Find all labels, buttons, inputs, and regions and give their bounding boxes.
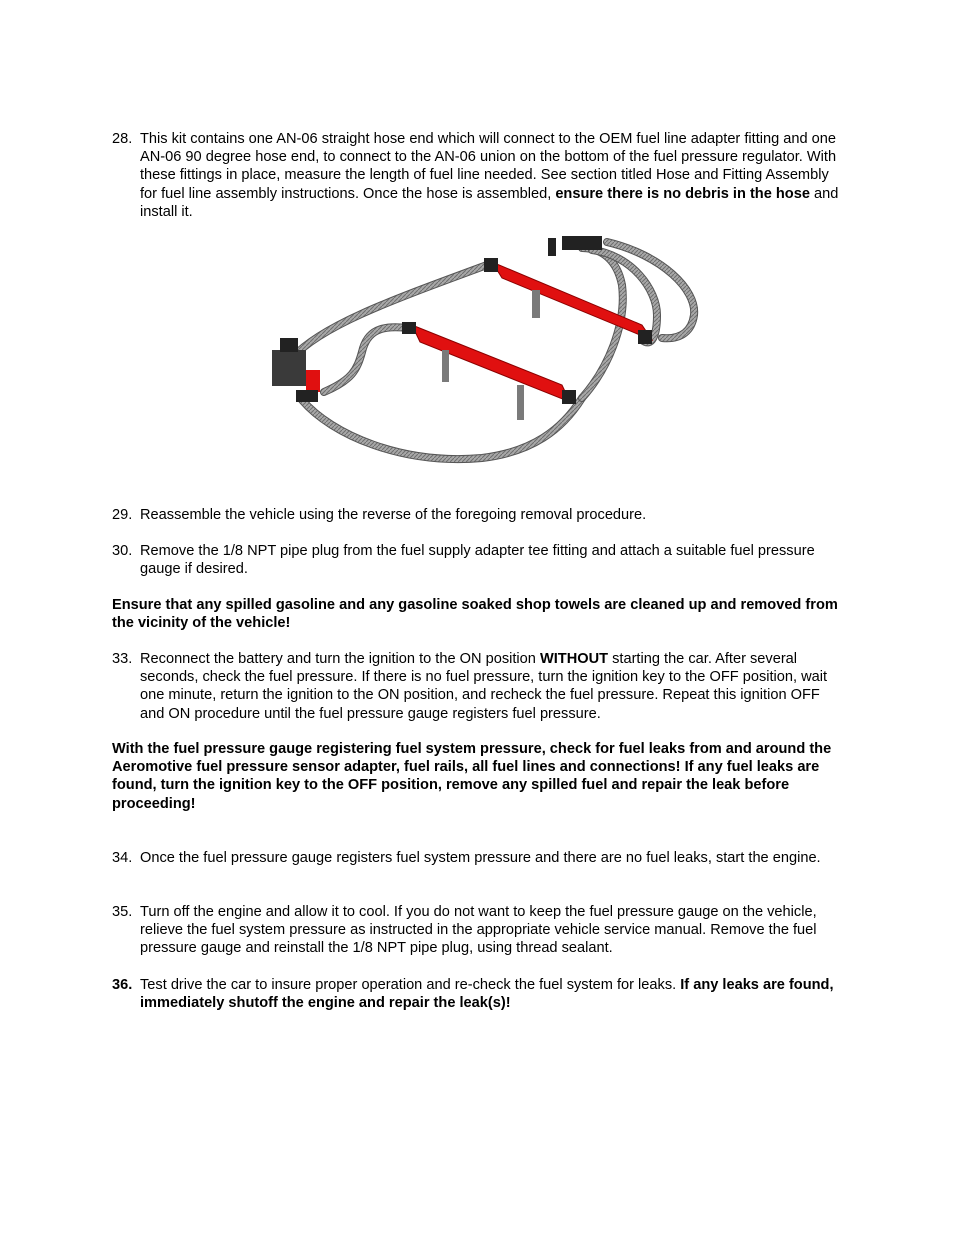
step-text: Once the fuel pressure gauge registers fuel system pressure and there are no fuel leaks, start the engine. xyxy=(140,850,821,866)
step-number: 35. xyxy=(112,904,133,920)
step-number: 33. xyxy=(112,651,133,667)
warning-spilled-gasoline: Ensure that any spilled gasoline and any gasoline soaked shop towels are cleaned up and removed from the vicinity of the vehicle! xyxy=(112,597,838,632)
fuel-rail-assembly-illustration xyxy=(262,230,702,470)
step-number: 34. xyxy=(112,850,133,866)
emphasis: If any leaks are found, immediately shutoff the engine and repair the leak(s)! xyxy=(140,977,834,1012)
emphasis: ensure there is no debris in the hose xyxy=(555,185,810,202)
step-28 xyxy=(112,130,847,221)
step-35 xyxy=(112,903,847,958)
step-text: Test drive the car to insure proper operation and re-check the fuel system for leaks. If any leaks are found, immediately shutoff the engine and repair the leak(s)! xyxy=(140,977,834,1012)
step-34 xyxy=(112,849,847,867)
step-number: 28. xyxy=(112,131,133,147)
step-36 xyxy=(112,976,847,1012)
step-text: Turn off the engine and allow it to cool. If you do not want to keep the fuel pressure gauge on the vehicle, relieve the fuel system pressure as instructed in the appropriate vehicle service manual. Remove the fuel pressure gauge and reinstall the 1/8 NPT pipe plug, using thread sealant. xyxy=(140,904,817,957)
step-29 xyxy=(112,506,847,524)
step-number: 30. xyxy=(112,543,133,559)
step-text: Reconnect the battery and turn the ignition to the ON position WITHOUT starting the car. After several seconds, check the fuel pressure. If there is no fuel pressure, turn the ignition key to the OFF position, wait one minute, return the ignition to the ON position, and recheck the fuel pressure. Repeat this ignition OFF and ON procedure until the fuel pressure gauge registers fuel pressure. xyxy=(140,651,828,722)
step-text: This kit contains one AN-06 straight hose end which will connect to the OEM fuel line adapter fitting and one AN-06 90 degree hose end, to connect to the AN-06 union on the bottom of the fuel pressure regulator. With these fittings in place, measure the length of fuel line needed. See section titled Hose and Fitting Assembly for fuel line assembly instructions. Once the hose is assembled, ensure there is no debris in the hose and install it. xyxy=(140,131,839,220)
warning-fuel-leaks: With the fuel pressure gauge registering fuel system pressure, check for fuel leaks from and around the Aeromotive fuel pressure sensor adapter, fuel rails, all fuel lines and connections! If any fuel leaks are found, turn the ignition key to the OFF position, remove any spilled fuel and repair the leak before proceeding! xyxy=(112,741,832,812)
step-number: 29. xyxy=(112,507,133,523)
step-number: 36. xyxy=(112,977,133,993)
step-30 xyxy=(112,542,847,578)
emphasis: WITHOUT xyxy=(539,651,609,667)
step-33 xyxy=(112,650,847,723)
step-text: Remove the 1/8 NPT pipe plug from the fuel supply adapter tee fitting and attach a suitable fuel pressure gauge if desired. xyxy=(140,543,815,578)
step-text: Reassemble the vehicle using the reverse of the foregoing removal procedure. xyxy=(140,507,647,523)
